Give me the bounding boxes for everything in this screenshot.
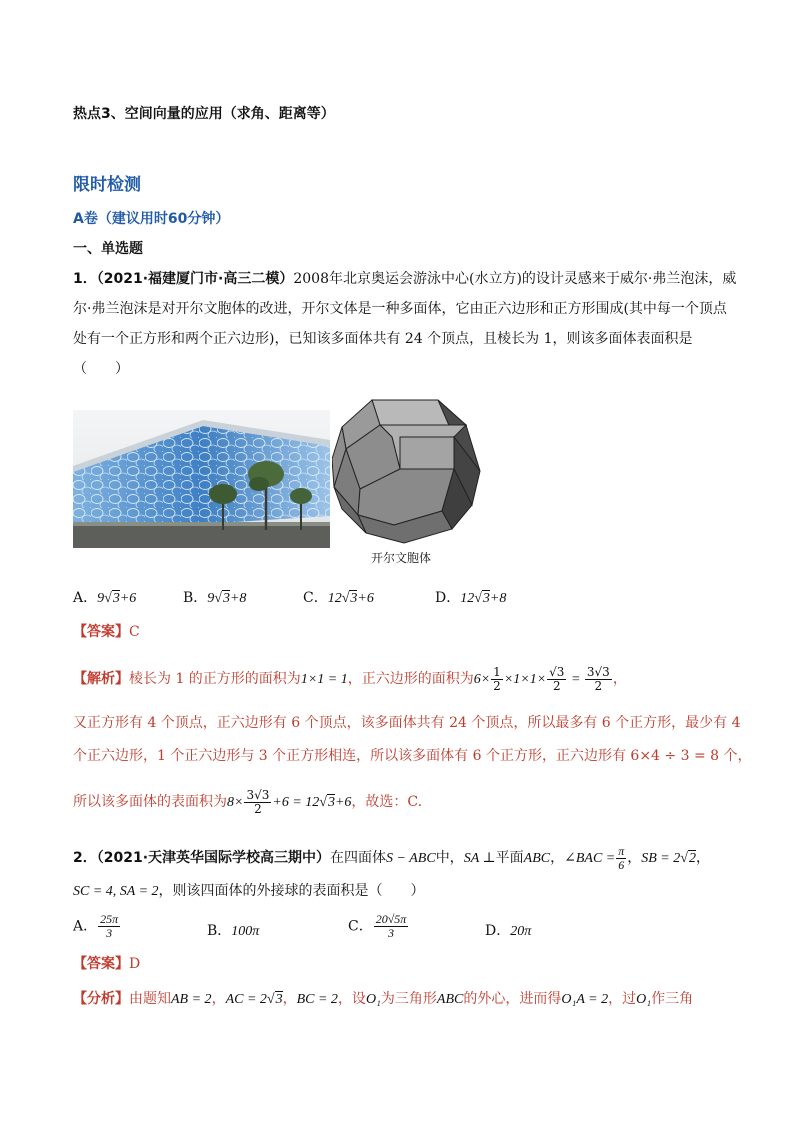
q2-option-b: B．100π xyxy=(207,923,260,939)
q1-line-1 xyxy=(73,270,737,288)
q1-number: 1． xyxy=(73,271,97,287)
volume-label: A卷（建议用时60分钟） xyxy=(73,211,230,227)
q1-option-a: A．9√3+6 xyxy=(73,590,137,606)
q2-answer: 【答案】D xyxy=(73,956,141,972)
q1-option-b: B．9√3+8 xyxy=(183,590,247,606)
q1-analysis-line-3: 个正六边形，1 个正六边形与 3 个正方形相连，所以该多面体有 6 个正方形，正六边形有 6×4 ÷ 3 = 8 个， xyxy=(73,748,752,764)
q1-blank: （ ） xyxy=(73,361,129,377)
q1-option-c: C．12√3+6 xyxy=(303,590,374,606)
q1-answer: 【答案】C xyxy=(73,624,140,640)
q1-line-3: 处有一个正方形和两个正六边形)，已知该多面体共有 24 个顶点，且棱长为 1，则该多面体表面积是 xyxy=(73,331,693,347)
figure-caption: 开尔文胞体 xyxy=(371,551,432,565)
q2-analysis: 【分析】由题知AB = 2，AC = 2√3，BC = 2，设O₁为三角形ABC的外心，进而得O₁A = 2，过O₁作三角 xyxy=(73,991,694,1007)
q1-analysis-line-4: 所以该多面体的表面积为8× $\frac{3√3}{2}$ +6 = 12√3+6，故选：C. xyxy=(73,787,423,816)
hotspot-title: 热点3、空间向量的应用（求角、距离等） xyxy=(73,106,335,122)
q1-text-1: 2008年北京奥运会游泳中心(水立方)的设计灵感来于威尔·弗兰泡沫，威 xyxy=(293,271,737,287)
q2-line-2: SC = 4, SA = 2，则该四面体的外接球的表面积是（ ） xyxy=(73,883,425,899)
q2-option-c: C． $\frac{20√5\pi}{3}$ xyxy=(348,912,407,940)
water-cube-photo xyxy=(73,410,330,548)
q1-analysis-line-2: 又正方形有 4 个顶点，正六边形有 6 个顶点，该多面体共有 24 个顶点，所以最多有 6 个正方形，最少有 4 xyxy=(73,715,741,731)
section-title: 限时检测 xyxy=(73,175,141,195)
q2-option-a: A． $\frac{25\pi}{3}$ xyxy=(73,912,119,940)
q1-line-2: 尔·弗兰泡沫是对开尔文胞体的改进，开尔文体是一种多面体，它由正六边形和正方形围成(其中每一个顶点 xyxy=(73,301,727,317)
kelvin-polyhedron-figure xyxy=(332,397,484,545)
q2-option-d: D．20π xyxy=(485,923,532,939)
part-label: 一、单选题 xyxy=(73,241,143,257)
q2-line-1: 2．（2021·天津英华国际学校高三期中）在四面体S − ABC中，SA ⊥平面ABC，∠BAC = $\frac{\pi}{6}$ ，SB = 2√2， xyxy=(73,843,710,872)
q1-analysis-line-1: 【解析】棱长为 1 的正方形的面积为1×1 = 1，正六边形的面积为6× $\frac{1}{2}$ ×1×1× $\frac{√3}{2}$ = $\frac{3√3}{2}$ ， xyxy=(73,664,627,693)
q1-source: （2021·福建厦门市·高三二模） xyxy=(96,271,294,287)
q1-option-d: D．12√3+8 xyxy=(435,590,507,606)
